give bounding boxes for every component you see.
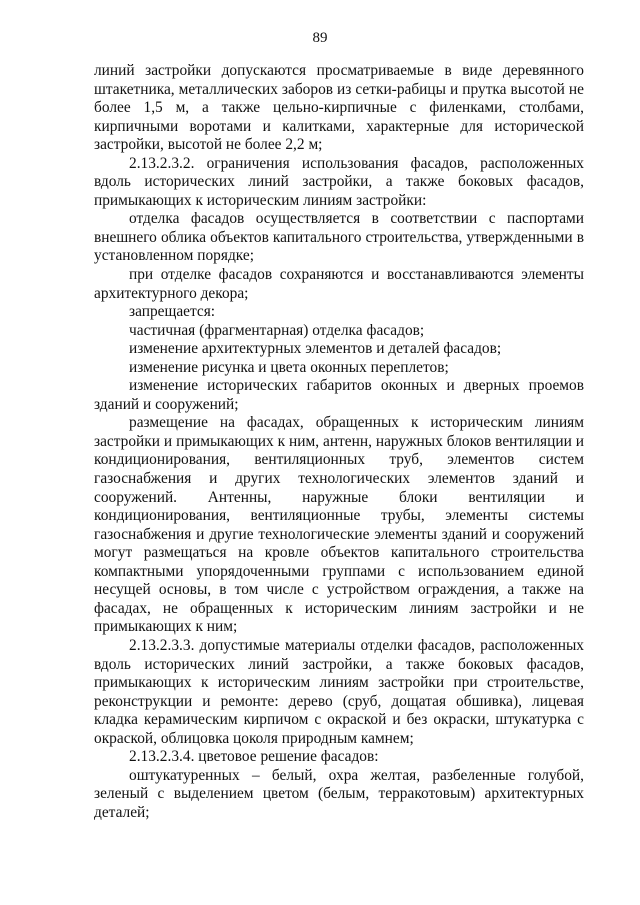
paragraph-2-13-2-3-4: 2.13.2.3.4. цветовое решение фасадов: — [129, 748, 379, 766]
paragraph-2-13-2-3-2: 2.13.2.3.2. ограничения использования фасадов, расположенных вдоль исторических линий застройки, а также боковых фасадов, примыкающих к историческим линиям застройки: — [94, 154, 584, 209]
paragraph-decor-preservation: при отделке фасадов сохраняются и восстанавливаются элементы архитектурного декора; — [94, 266, 584, 302]
list-item-partial-finishing: частичная (фрагментарная) отделка фасадов; — [129, 321, 425, 339]
paragraph-2-13-2-3-3: 2.13.2.3.3. допустимые материалы отделки фасадов, расположенных вдоль исторических линий застройки, а также боковых фасадов, примыкающих к историческим линиям застройки при строительстве, реконструкции и ремонте: дерево (сруб, дощатая обшивка), лицевая кладка керамическим кирпичом с окраской и без окраски, штукатурка с окраской, облицовка цоколя природным камнем; — [94, 636, 584, 747]
page-number: 89 — [312, 30, 328, 46]
paragraph-facade-finishing: отделка фасадов осуществляется в соответствии с паспортами внешнего облика объектов капитального строительства, утвержденными в установленном порядке; — [94, 210, 584, 265]
paragraph-prohibited-heading: запрещается: — [129, 303, 216, 321]
list-item-window-frames: изменение рисунка и цвета оконных переплетов; — [129, 358, 449, 376]
document-body — [94, 62, 584, 822]
paragraph-continuation: линий застройки допускаются просматриваемые в виде деревянного штакетника, металлических заборов из сетки-рабицы и прутка высотой не более 1,5 м, а также цельно-кирпичные с филенками, столбами, кирпичными воротами и калитками, характерные для исторической застройки, высотой не более 2,2 м; — [94, 62, 584, 154]
paragraph-plastered-colors: оштукатуренных – белый, охра желтая, разбеленные голубой, зеленый с выделением цветом (белым, терракотовым) архитектурных деталей; — [94, 766, 584, 821]
list-item-equipment-placement: размещение на фасадах, обращенных к историческим линиям застройки и примыкающих к ним, антенн, наружных блоков вентиляции и кондиционирования, вентиляционных труб, элементов систем газоснабжения и других технологических элементов зданий и сооружений. Антенны, наружные блоки вентиляции и кондиционирования, вентиляционные трубы, элементы системы газоснабжения и другие технологические элементы зданий и сооружений могут размещаться на кровле объектов капитального строительства компактными упорядоченными группами с использованием единой несущей основы, в том числе с устройством ограждения, а также на фасадах, не обращенных к историческим линиям застройки и не примыкающих к ним; — [94, 414, 584, 636]
list-item-element-change: изменение архитектурных элементов и деталей фасадов; — [129, 340, 502, 358]
list-item-opening-dimensions: изменение исторических габаритов оконных и дверных проемов зданий и сооружений; — [94, 377, 584, 413]
